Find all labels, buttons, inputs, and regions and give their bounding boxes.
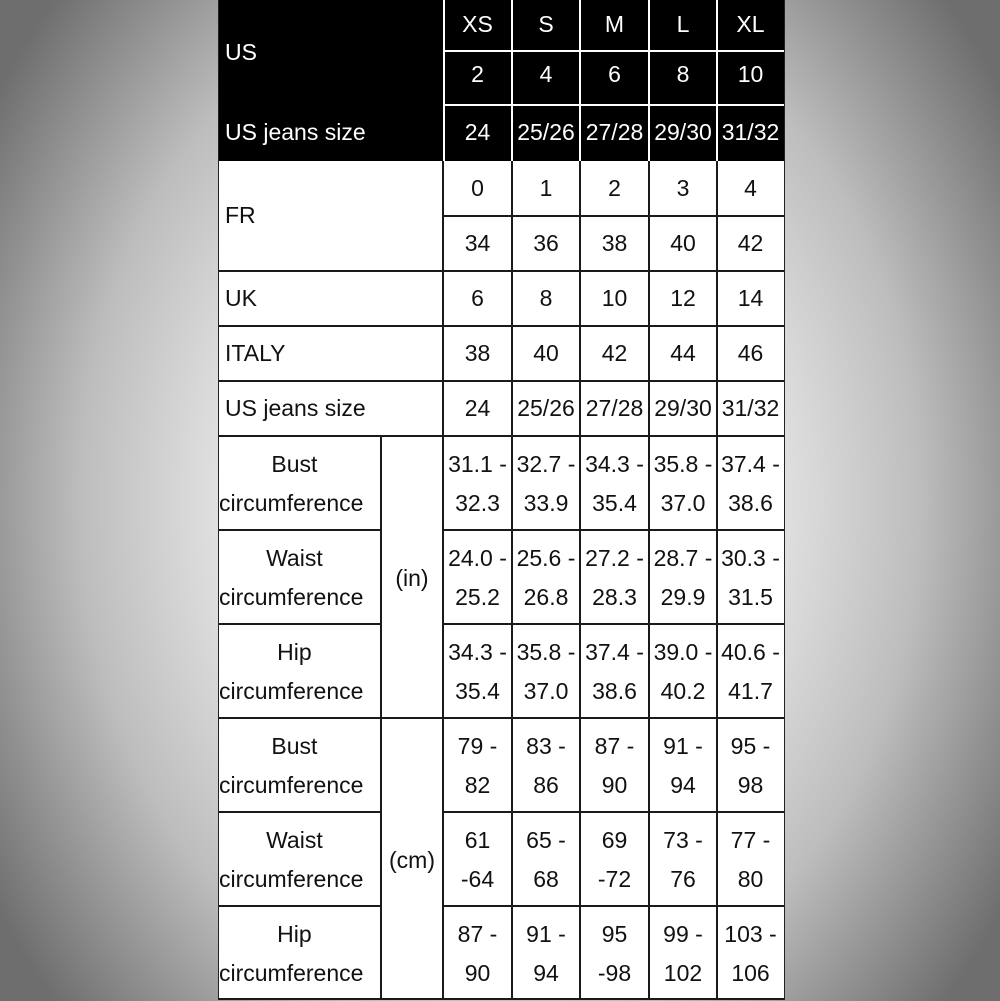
size-header-s: S bbox=[512, 0, 580, 48]
measure-value-cm-0-s: 83 - 86 bbox=[526, 733, 566, 798]
uk-value-s: 8 bbox=[539, 284, 553, 311]
fr-value-a-l: 3 bbox=[676, 174, 690, 201]
header-divider bbox=[579, 0, 581, 161]
unit-label-cm: (cm) bbox=[389, 846, 435, 873]
measure-value-in-0-m: 34.3 - 35.4 bbox=[585, 451, 644, 516]
italy-value-l: 44 bbox=[670, 339, 696, 366]
grid-line bbox=[219, 811, 381, 813]
measure-value-in-2-l: 39.0 - 40.2 bbox=[653, 639, 713, 704]
row-label-us-jeans-size: US jeans size bbox=[225, 394, 366, 421]
measure-label-in-1: Waist circumference bbox=[219, 545, 364, 610]
measure-label-cm-2: Hip circumference bbox=[219, 921, 364, 986]
fr-value-b-xl: 42 bbox=[737, 229, 764, 256]
uk-value-m: 10 bbox=[601, 284, 628, 311]
us-jeans-top-value-s: 25/26 bbox=[512, 104, 580, 161]
italy-value-xl: 46 bbox=[737, 339, 764, 366]
grid-line bbox=[716, 161, 718, 1000]
header-divider bbox=[648, 0, 650, 161]
fr-value-b-xs: 34 bbox=[464, 229, 491, 256]
measure-value-in-1-xs: 24.0 - 25.2 bbox=[448, 545, 507, 610]
grid-line bbox=[443, 215, 784, 217]
us-jeans-top-value-xs: 24 bbox=[443, 104, 512, 161]
measure-label-in-2: Hip circumference bbox=[219, 639, 364, 704]
grid-line bbox=[443, 905, 784, 907]
grid-line bbox=[443, 529, 784, 531]
row-label-us: US bbox=[219, 0, 443, 104]
measure-label-cm-0: Bust circumference bbox=[219, 733, 364, 798]
header-divider bbox=[443, 104, 784, 106]
grid-line bbox=[648, 161, 650, 1000]
unit-label-in: (in) bbox=[395, 564, 429, 591]
grid-line bbox=[219, 325, 784, 327]
measure-value-in-2-m: 37.4 - 38.6 bbox=[585, 639, 644, 704]
row-label-italy: ITALY bbox=[225, 339, 286, 366]
us-jeans-top-value-xl: 31/32 bbox=[717, 104, 784, 161]
size-header-xl: XL bbox=[717, 0, 784, 48]
measure-value-cm-1-m: 69 -72 bbox=[597, 827, 632, 892]
header-divider bbox=[443, 0, 445, 161]
measure-value-cm-1-l: 73 - 76 bbox=[663, 827, 703, 892]
us-jeans-size-value-m: 27/28 bbox=[585, 394, 644, 421]
measure-value-in-2-s: 35.8 - 37.0 bbox=[516, 639, 576, 704]
us-value-xs: 2 bbox=[443, 48, 512, 101]
size-header-xs: XS bbox=[443, 0, 512, 48]
italy-value-s: 40 bbox=[533, 339, 559, 366]
row-label-uk: UK bbox=[225, 284, 257, 311]
fr-value-b-s: 36 bbox=[533, 229, 559, 256]
measure-value-in-1-xl: 30.3 - 31.5 bbox=[721, 545, 780, 610]
grid-line bbox=[443, 811, 784, 813]
us-jeans-top-value-l: 29/30 bbox=[649, 104, 717, 161]
fr-value-a-m: 2 bbox=[608, 174, 621, 201]
grid-line bbox=[219, 270, 784, 272]
grid-line bbox=[511, 161, 513, 1000]
grid-line bbox=[380, 436, 382, 1000]
grid-line bbox=[219, 623, 381, 625]
us-value-m: 6 bbox=[580, 48, 649, 101]
measure-value-cm-1-s: 65 - 68 bbox=[526, 827, 566, 892]
grid-line bbox=[219, 905, 381, 907]
fr-value-a-xl: 4 bbox=[744, 174, 757, 201]
measure-value-cm-2-s: 91 - 94 bbox=[526, 921, 566, 986]
us-value-s: 4 bbox=[512, 48, 580, 101]
measure-value-cm-0-xl: 95 - 98 bbox=[730, 733, 771, 798]
measure-value-in-0-s: 32.7 - 33.9 bbox=[516, 451, 576, 516]
uk-value-l: 12 bbox=[670, 284, 696, 311]
us-value-l: 8 bbox=[649, 48, 717, 101]
grid-line bbox=[442, 161, 444, 1000]
us-jeans-top-value-m: 27/28 bbox=[580, 104, 649, 161]
us-jeans-size-value-xl: 31/32 bbox=[721, 394, 780, 421]
grid-line bbox=[219, 380, 784, 382]
measure-value-cm-2-xl: 103 - 106 bbox=[724, 921, 777, 986]
row-label-us-jeans-size: US jeans size bbox=[219, 104, 443, 161]
grid-line bbox=[219, 717, 784, 719]
us-value-xl: 10 bbox=[717, 48, 784, 101]
measure-value-cm-2-xs: 87 - 90 bbox=[457, 921, 498, 986]
fr-value-b-l: 40 bbox=[670, 229, 696, 256]
italy-value-xs: 38 bbox=[464, 339, 491, 366]
size-header-l: L bbox=[649, 0, 717, 48]
fr-value-a-xs: 0 bbox=[471, 174, 484, 201]
fr-value-a-s: 1 bbox=[539, 174, 553, 201]
measure-value-in-1-s: 25.6 - 26.8 bbox=[516, 545, 576, 610]
measure-value-in-0-xl: 37.4 - 38.6 bbox=[721, 451, 780, 516]
uk-value-xs: 6 bbox=[471, 284, 484, 311]
row-label-fr: FR bbox=[225, 202, 256, 228]
us-jeans-size-value-l: 29/30 bbox=[654, 394, 712, 421]
fr-value-b-m: 38 bbox=[601, 229, 628, 256]
measure-value-cm-0-m: 87 - 90 bbox=[594, 733, 635, 798]
measure-value-cm-0-l: 91 - 94 bbox=[663, 733, 703, 798]
size-chart bbox=[218, 0, 785, 1000]
measure-value-cm-2-l: 99 - 102 bbox=[663, 921, 703, 986]
us-jeans-size-value-xs: 24 bbox=[464, 394, 491, 421]
header-divider bbox=[716, 0, 718, 161]
measure-value-in-2-xs: 34.3 - 35.4 bbox=[448, 639, 507, 704]
us-jeans-size-value-s: 25/26 bbox=[517, 394, 575, 421]
grid-line bbox=[443, 623, 784, 625]
header-divider bbox=[443, 50, 784, 52]
measure-label-in-0: Bust circumference bbox=[219, 451, 364, 516]
header-divider bbox=[511, 0, 513, 161]
measure-value-in-0-l: 35.8 - 37.0 bbox=[653, 451, 713, 516]
measure-value-cm-1-xs: 61 -64 bbox=[460, 827, 495, 892]
measure-value-cm-2-m: 95 -98 bbox=[597, 921, 632, 986]
measure-value-cm-0-xs: 79 - 82 bbox=[457, 733, 498, 798]
italy-value-m: 42 bbox=[601, 339, 628, 366]
size-header-m: M bbox=[580, 0, 649, 48]
grid-line bbox=[219, 529, 381, 531]
uk-value-xl: 14 bbox=[737, 284, 764, 311]
measure-value-in-1-m: 27.2 - 28.3 bbox=[585, 545, 644, 610]
measure-label-cm-1: Waist circumference bbox=[219, 827, 364, 892]
grid-line bbox=[579, 161, 581, 1000]
measure-value-cm-1-xl: 77 - 80 bbox=[730, 827, 771, 892]
measure-value-in-0-xs: 31.1 - 32.3 bbox=[448, 451, 507, 516]
measure-value-in-2-xl: 40.6 - 41.7 bbox=[721, 639, 780, 704]
measure-value-in-1-l: 28.7 - 29.9 bbox=[653, 545, 713, 610]
